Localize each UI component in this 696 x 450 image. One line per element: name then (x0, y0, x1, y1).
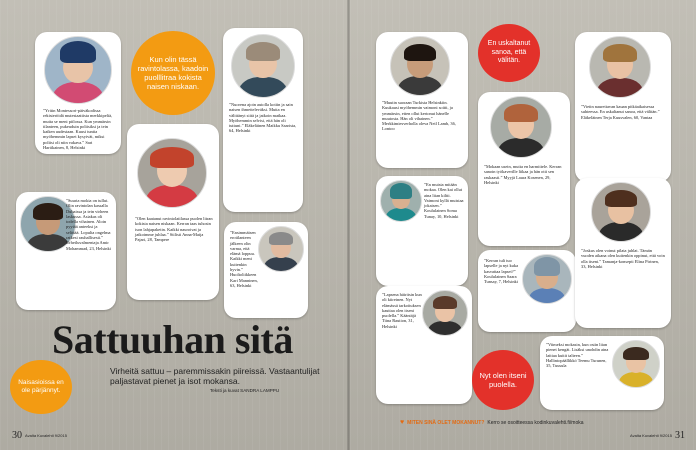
submit-callout (400, 419, 584, 426)
page-number: 31 (674, 430, 685, 441)
speech-bubble (131, 31, 215, 115)
speech-bubble (10, 360, 72, 414)
bubble-text: Nyt olen itseni puolella. (479, 371, 527, 389)
page-headline: Sattuuhan sitä (52, 317, 293, 362)
callout-highlight: MITEN SINÄ OLET MOKANNUT? (407, 419, 485, 426)
right-page-footer (630, 430, 685, 441)
portrait-photo (44, 36, 112, 104)
quote-card-7 (376, 176, 468, 286)
quote-text: ”Vietin naurettavan kauan pitkäaikaisessa suhteessa. En uskaltanut sanoa, että välitän.” Eläkeläinen Terja Kuusvalen, 60, Vantaa (581, 104, 660, 120)
quote-text: ”Kerran tuli tuo lapselle ja nyt kuka kasvattaa lapset?” Koululainen Saara Tunsay, 7, Helsinki (484, 258, 519, 285)
quote-card-12 (575, 178, 671, 328)
portrait-photo (390, 36, 450, 96)
bubble-text: En uskaltanut sanoa, että välitän. (487, 40, 531, 65)
quote-card-8 (478, 92, 570, 246)
page-subhead: Virheitä sattuu – paremmissakin piireissä. Vastaantulijat paljastavat pienet ja isot mokansa. (110, 366, 320, 386)
heart-icon: ♥ (400, 419, 405, 426)
quote-text: ”Yritin Montessori-päiväkodissa rekisteröidä mutestaattista merkkipeliä, mutta se meni piilossa. Kun ymmärsin tilanteen, pukeuduin poliisiksi ja tein kaiken uudestaan. Kuusi tuntia myöhemmin lapset kysyivät, miksi poliisi oli niin vakava.” Sari Hartikainen, 8, Helsinki (43, 108, 113, 151)
portrait-photo (137, 138, 207, 208)
quote-text: ”Lapsena häiritsin kun oli kiireinen. Nyt elämässä tarkoituksen kauttaa olen itseni puolella.” Kääntäjä Tiina Raution, 31, Helsinki (382, 292, 422, 329)
quote-text: ”Joskus olen voinut pilata juhlat. Tämän vuoden aikana olen kuitenkin oppinut, että voin olla itseni.” Tamanja-konsepti Elina Pirinen, 33, Helsinki (581, 248, 665, 269)
callout-text: Kerro se osoitteessa kodinkuvalehti.fi/moka (487, 419, 584, 426)
left-page-footer (12, 430, 67, 441)
byline: Teksti ja kuvat SANDRA LAMPPU (210, 388, 280, 393)
magazine-label: Avalta Kuvalehti 9/2015 (25, 433, 67, 438)
speech-bubble (472, 350, 534, 410)
quote-text: ”Suuria mokia on tullut. Olin ravintolan kassalla Dubaissa ja tein virheen laskussa. Asiakas oli todella vihainen. Aloin pyytää anteeksi ja selittää. Lopulta ongelma ratkesi rauhallisesti.” Urheiluvalmentaja Amir Mohammad, 23, Helsinki (66, 198, 111, 251)
bubble-text: Naisasioissa en ole pärjännyt. (18, 379, 64, 394)
quote-card-5 (224, 222, 308, 318)
quote-card-10 (376, 286, 472, 404)
quote-text: ”Viimeksi mokasin, kun ostin liian pienet kengät. Lisäksi unohdin aina laittaa kuitit talteen.” Hallintopäällikkö Teemu Turunen, 35, Tuusula (546, 342, 609, 369)
quote-card-4 (223, 28, 303, 212)
quote-card-2 (16, 192, 116, 310)
bubble-text: Kun olin tässä ravintolassa, kaadoin puolllitraa kokista naisen niskaan. (137, 55, 209, 91)
portrait-photo (591, 182, 651, 242)
portrait-photo (612, 340, 660, 388)
quote-text: ”Muutin suoraan Turkista Helsinkiin. Kuukausi myöhemmin vaimoni soitti, ja ymmärsin, etten ollut kertonut hänelle muutosta. Hän oli vihainen.” Merkkimiesverholla oleva Neil Lamb, 36, Lontoo (382, 100, 456, 132)
portrait-photo (422, 290, 468, 336)
quote-card-11 (575, 32, 671, 182)
magazine-label: Avalta Kuvalehti 9/2015 (630, 433, 672, 438)
quote-text: ”Olen kaatanut ravintolatilassa puolen litran kokista naisen niskaan. Kerran taas tuhosin ison lahjapaketin. Kaikki nauroivat ja jatkoimme juhlaa.” Stilisti Anna-Maija Pajari, 28, Tampere (135, 216, 213, 243)
page-fold (347, 0, 350, 450)
portrait-photo (522, 254, 572, 304)
portrait-photo (258, 226, 304, 272)
quote-card-1 (35, 32, 121, 154)
portrait-photo (490, 96, 552, 158)
page-number: 30 (12, 430, 22, 441)
quote-text: ”Mokaan usein, mutta en harmittele. Kerran sanoin työkaverille liikaa ja hän otti sen raskaasti.” Myyjä Laura Kosenen, 29, Helsinki (484, 164, 562, 185)
quote-text: ”Ensimmäisen erotilanteen jälkeen olin varma, että elämä loppuu. Kaikki meni kuitenkin hyvin.” Huoltoliikkeen Kari Manninen, 63, Helsinki (230, 230, 258, 288)
portrait-photo (231, 34, 295, 98)
portrait-photo (589, 36, 651, 98)
portrait-photo (380, 180, 422, 222)
quote-card-3 (127, 124, 219, 300)
quote-card-6 (376, 32, 468, 168)
quote-card-9 (478, 250, 576, 332)
quote-text: ”Nuorena ajoin autolla kotiin ja sain naisen ihmetteleväksi. Mutta en välittänyt siitä ja jatkoin matkaa. Myöhemmin selvisi, että hän oli tuttuni.” Eläkeläinen Maikku Saarista, 64, Helsinki (229, 102, 297, 134)
speech-bubble (478, 24, 540, 82)
quote-text: ”En muista mitään mokaa. Olen kai ollut aina liian kiltti. Vaimoni kyllä muistaa jokaisen.” Koululainen Soma Tunay, 10, Helsinki (424, 182, 464, 219)
quote-card-13 (540, 336, 664, 410)
